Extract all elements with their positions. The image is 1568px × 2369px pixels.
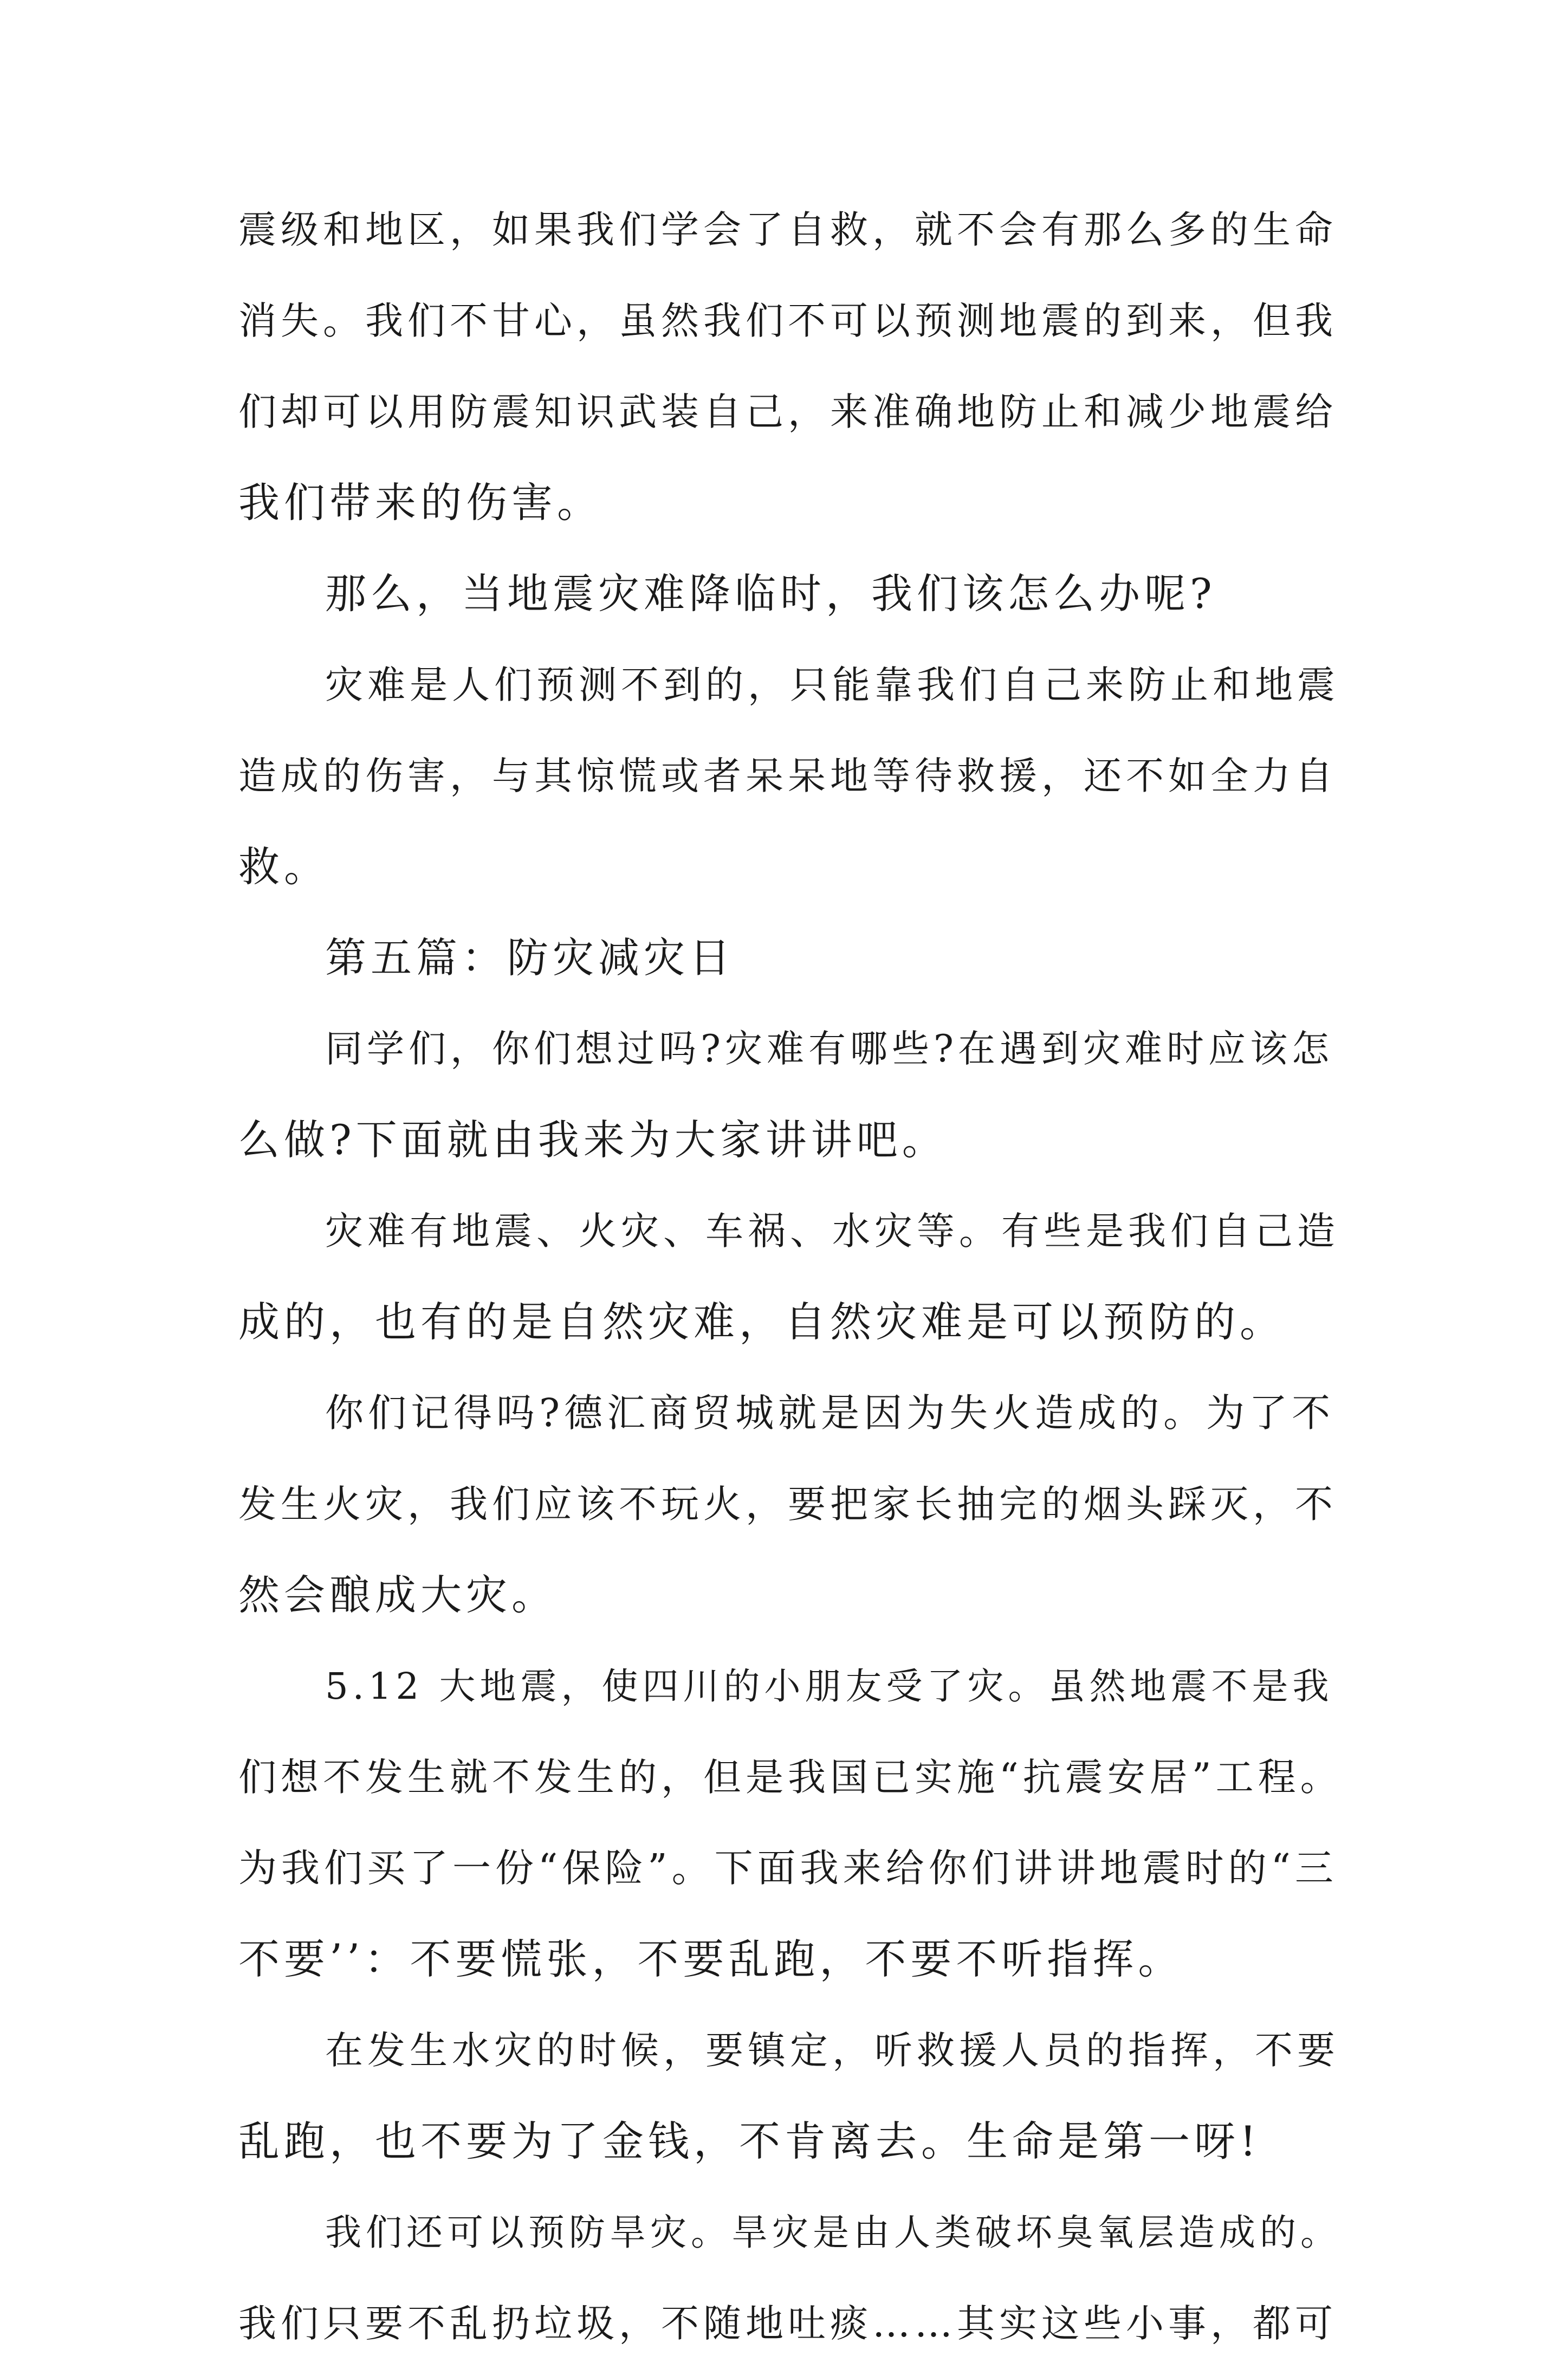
text-line: 然会酿成大灾。 — [238, 1571, 557, 1619]
text-line: 我们带来的伤害。 — [238, 478, 602, 527]
text-line: 在发生水灾的时候，要镇定，听救援人员的指挥，不要 — [325, 2028, 1339, 2073]
text-line: 消失。我们不甘心，虽然我们不可以预测地震的到来，但我 — [238, 299, 1337, 343]
text-line: 们却可以用防震知识武装自己，来准确地防止和减少地震给 — [238, 390, 1337, 434]
text-line: 救。 — [238, 843, 329, 891]
text-line: 不要’’：不要慌张，不要乱跑，不要不听指挥。 — [238, 1935, 1184, 1983]
text-line: 同学们，你们想过吗?灾难有哪些?在遇到灾难时应该怎 — [325, 1027, 1333, 1071]
text-line: 震级和地区，如果我们学会了自救，就不会有那么多的生命 — [238, 208, 1337, 252]
text-line: 灾难有地震、火灾、车祸、水灾等。有些是我们自己造 — [325, 1209, 1339, 1253]
text-line: 5.12 大地震，使四川的小朋友受了灾。虽然地震不是我 — [325, 1665, 1333, 1707]
text-line: 为我们买了一份“保险”。下面我来给你们讲讲地震时的“三 — [238, 1846, 1338, 1891]
text-line: 么做?下面就由我来为大家讲讲吧。 — [238, 1116, 948, 1164]
text-line: 你们记得吗?德汇商贸城就是因为失火造成的。为了不 — [325, 1390, 1335, 1435]
text-line: 我们只要不乱扔垃圾，不随地吐痰……其实这些小事，都可 — [238, 2301, 1337, 2346]
text-line: 造成的伤害，与其惊慌或者呆呆地等待救援，还不如全力自 — [238, 754, 1337, 798]
text-line: 那么，当地震灾难降临时，我们该怎么办呢? — [325, 569, 1216, 618]
document-page — [238, 184, 1344, 2369]
section-heading: 第五篇：防灾减灾日 — [325, 934, 735, 982]
text-line: 们想不发生就不发生的，但是我国已实施“抗震安居”工程。 — [238, 1755, 1343, 1800]
text-line: 发生火灾，我们应该不玩火，要把家长抽完的烟头踩灭，不 — [238, 1482, 1337, 1526]
text-line: 灾难是人们预测不到的，只能靠我们自己来防止和地震 — [325, 663, 1339, 707]
text-line: 我们还可以预防旱灾。旱灾是由人类破坏臭氧层造成的。 — [325, 2211, 1341, 2254]
text-line: 乱跑，也不要为了金钱，不肯离去。生命是第一呀! — [238, 2117, 1261, 2165]
text-line: 成的，也有的是自然灾难，自然灾难是可以预防的。 — [238, 1298, 1285, 1346]
